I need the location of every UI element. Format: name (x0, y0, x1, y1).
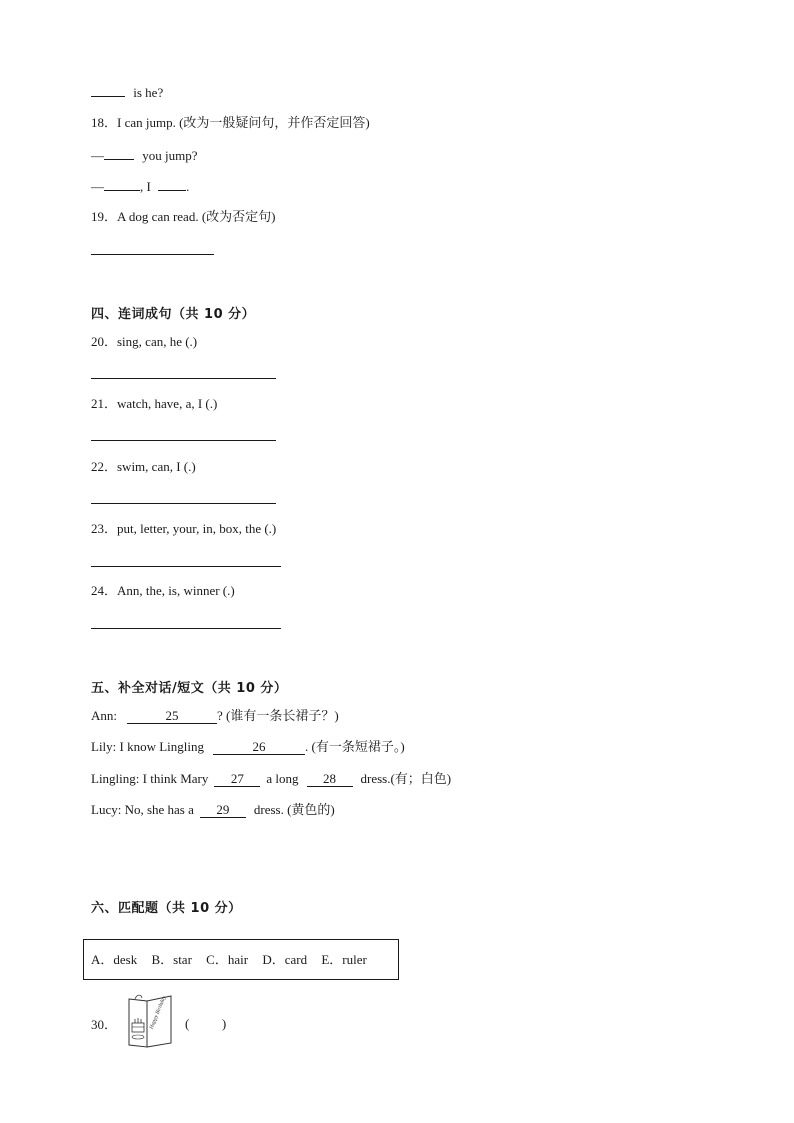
q17-text: is he? (133, 85, 164, 100)
lily-tail: . (有一条短裙子。) (305, 739, 405, 754)
birthday-card-image (127, 993, 173, 1051)
option-d: D．card (262, 952, 308, 967)
section5-title: 五、补全对话/短文（共 10 分） (91, 681, 288, 696)
q17-tail (91, 83, 163, 102)
q17-blank (91, 83, 125, 97)
q18-answer-line1 (91, 146, 198, 165)
q18-blank-1 (104, 146, 134, 160)
dialogue-lily (91, 738, 405, 756)
q19-answer-line (91, 254, 214, 255)
blank-28 (307, 771, 353, 787)
option-b: B．star (151, 952, 192, 967)
q18-line2-end: . (186, 179, 190, 194)
option-e: E．ruler (321, 952, 367, 967)
q18-line1-text: you jump? (142, 148, 198, 163)
speaker-lingling: Lingling: I think Mary (91, 771, 209, 786)
q22-answer-line (91, 503, 276, 504)
dialogue-lucy (91, 801, 335, 819)
dialogue-lingling (91, 770, 451, 788)
q30-answer-parentheses: ( ) (185, 1016, 227, 1031)
speaker-lucy: Lucy: No, she has a (91, 802, 194, 817)
speaker-lily: Lily: I know Lingling (91, 739, 205, 754)
section6-title: 六、匹配题（共 10 分） (91, 901, 242, 916)
blank-26-number: 26 (252, 739, 266, 754)
q24-prompt: 24．Ann, the, is, winner (.) (91, 583, 235, 598)
q19-prompt: 19．A dog can read. (改为否定句) (91, 209, 276, 224)
option-c: C．hair (206, 952, 249, 967)
q18-prompt: 18．I can jump. (改为一般疑问句，并作否定回答) (91, 115, 370, 130)
section4-title: 四、连词成句（共 10 分） (91, 307, 256, 322)
q23-prompt: 23．put, letter, your, in, box, the (.) (91, 521, 277, 536)
blank-27 (214, 771, 260, 787)
birthday-card-icon (127, 993, 173, 1051)
blank-29 (200, 802, 246, 818)
blank-26 (213, 739, 305, 755)
options-box (83, 939, 399, 980)
blank-25 (127, 708, 217, 724)
q18-answer-line2 (91, 177, 189, 196)
q18-blank-2 (104, 177, 140, 191)
options-list (91, 951, 367, 969)
blank-27-number: 27 (230, 771, 244, 786)
q21-prompt: 21．watch, have, a, I (.) (91, 396, 218, 411)
blank-25-number: 25 (165, 708, 179, 723)
q24-answer-line (91, 628, 281, 629)
q18-blank-3 (158, 177, 186, 191)
blank-29-number: 29 (216, 802, 230, 817)
ann-tail: ? (谁有一条长裙子？) (217, 708, 339, 723)
dash: — (91, 179, 104, 194)
option-a: A．desk (91, 952, 138, 967)
q22-prompt: 22．swim, can, I (.) (91, 459, 196, 474)
lucy-tail: dress. (黄色的) (253, 802, 335, 817)
q21-answer-line (91, 440, 276, 441)
speaker-ann: Ann: (91, 708, 117, 723)
card-writing: Happy Birthday (148, 995, 168, 1031)
lingling-mid: a long (266, 771, 299, 786)
q18-line2-mid: , I (140, 179, 151, 194)
blank-28-number: 28 (323, 771, 336, 786)
dash: — (91, 148, 104, 163)
q20-answer-line (91, 378, 276, 379)
lingling-tail: dress.(有；白色) (360, 771, 452, 786)
q30-number: 30． (91, 1017, 118, 1032)
q23-answer-line (91, 566, 281, 567)
q20-prompt: 20．sing, can, he (.) (91, 334, 198, 349)
dialogue-ann (91, 707, 339, 725)
